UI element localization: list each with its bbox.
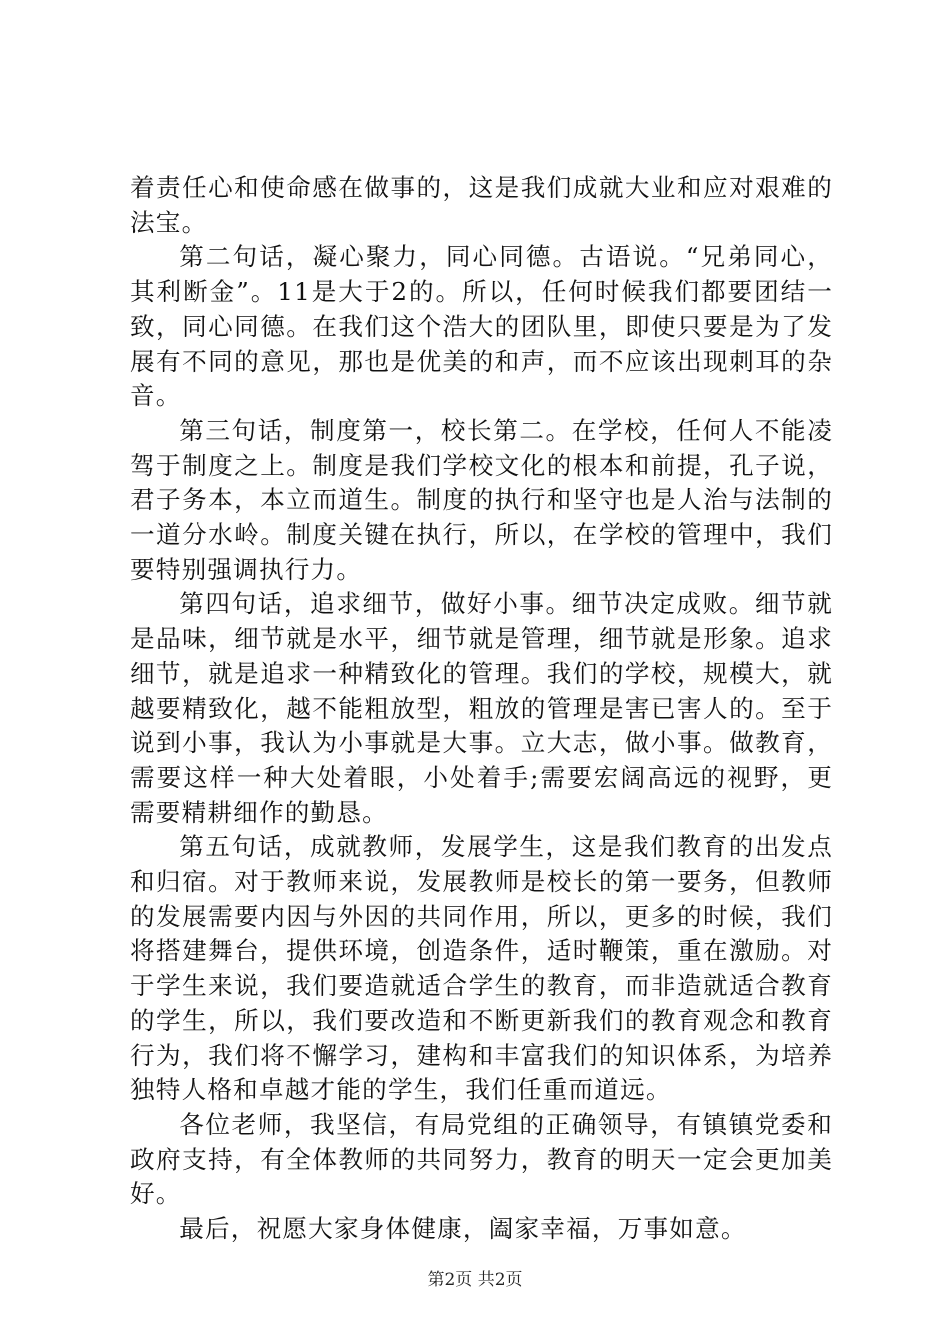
document-body (130, 171, 833, 1247)
paragraph-7: 最后，祝愿大家身体健康，阖家幸福，万事如意。 (179, 1214, 747, 1244)
paragraph-4: 第四句话，追求细节，做好小事。细节决定成败。细节就是品味，细节就是水平，细节就是管理，细节就是形象。追求细节，就是追求一种精致化的管理。我们的学校，规模大，就越要精致化，越不能粗放型，粗放的管理是害已害人的。至于说到小事，我认为小事就是大事。立大志，做小事。做教育，需要这样一种大处着眼，小处着手;需要宏阔高远的视野，更需要精耕细作的勤恳。 (130, 589, 833, 827)
paragraph-2: 第二句话，凝心聚力，同心同德。古语说。“兄弟同心，其利断金”。11是大于2的。所以，任何时候我们都要团结一致，同心同德。在我们这个浩大的团队里，即使只要是为了发展有不同的意见，那也是优美的和声，而不应该出现刺耳的杂音。 (130, 242, 833, 411)
paragraph-5: 第五句话，成就教师，发展学生，这是我们教育的出发点和归宿。对于教师来说，发展教师是校长的第一要务，但教师的发展需要内因与外因的共同作用，所以，更多的时候，我们将搭建舞台，提供环境，创造条件，适时鞭策，重在激励。对于学生来说，我们要造就适合学生的教育，而非造就适合教育的学生，所以，我们要改造和不断更新我们的教育观念和教育行为，我们将不懈学习，建构和丰富我们的知识体系，为培养独特人格和卓越才能的学生，我们任重而道远。 (130, 832, 833, 1105)
paragraph-3: 第三句话，制度第一，校长第二。在学校，任何人不能凌驾于制度之上。制度是我们学校文化的根本和前提，孔子说，君子务本，本立而道生。制度的执行和坚守也是人治与法制的一道分水岭。制度关键在执行，所以，在学校的管理中，我们要特别强调执行力。 (130, 415, 833, 584)
paragraph-6: 各位老师，我坚信，有局党组的正确领导，有镇镇党委和政府支持，有全体教师的共同努力，教育的明天一定会更加美好。 (130, 1109, 833, 1209)
page-footer: 第2页 共2页 (427, 1270, 523, 1290)
paragraph-1: 着责任心和使命感在做事的，这是我们成就大业和应对艰难的法宝。 (130, 173, 833, 237)
